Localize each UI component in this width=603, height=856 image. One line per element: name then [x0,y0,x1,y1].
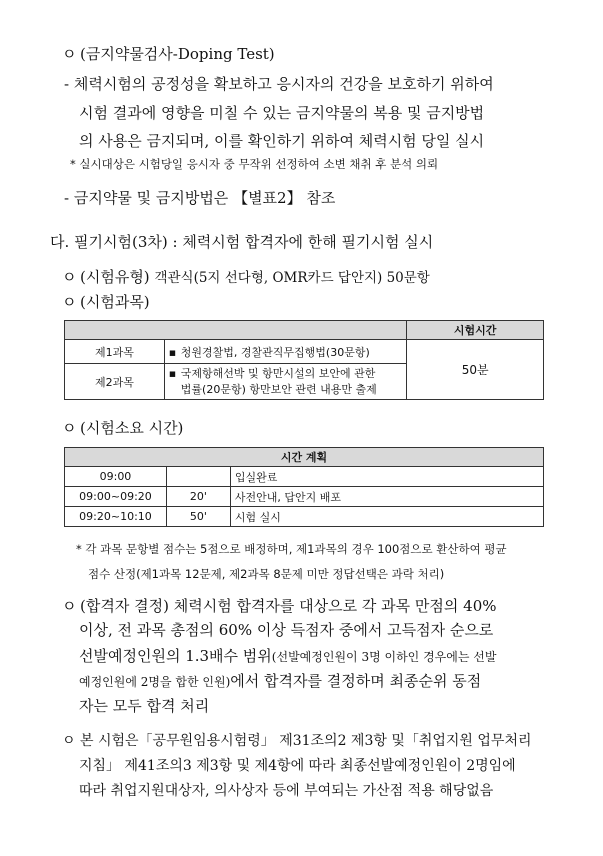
doping-line-2: 시험 결과에 영향을 미칠 수 있는 금지약물의 복용 및 금지방법 [79,104,485,122]
doping-line-3: 의 사용은 금지되며, 이를 확인하기 위하여 체력시험 당일 실시 [79,132,485,150]
subject-2-content: ▪ 국제항해선박 및 항만시설의 보안에 관한 법률(20문항) 항만보안 관련 내용만 출제 [164,364,406,400]
pass-line-3: 선발예정인원의 1.3배수 범위(선발예정인원이 3명 이하인 경우에는 선발 [79,647,497,665]
subject-table [64,320,544,400]
circle-bullet-icon: ㅇ [62,45,77,63]
duration-row-1-time: 09:00 [65,467,167,487]
exam-duration-label: (시험소요 시간) [80,419,184,437]
exam-type-text: 객관식(5지 선다형, OMR카드 답안지) 50문항 [154,270,430,286]
duration-row-2-activity: 사전안내, 답안지 배포 [230,487,543,507]
square-bullet-icon: ▪ [168,345,177,359]
pass-line-4: 예정인원에 2명을 합한 인원)에서 합격자를 결정하며 최종순위 동점 [79,672,482,690]
subject-time-value: 50분 [407,340,544,400]
pass-line-1: ㅇ (합격자 결정) 체력시험 합격자를 대상으로 각 과목 만점의 40% [62,597,497,615]
exam-duration-line [62,418,183,438]
duration-row-3-minutes: 50' [166,507,230,527]
doping-title: (금지약물검사-Doping Test) [80,45,275,63]
square-bullet-icon: ▪ [168,366,177,380]
dash-icon: - [64,189,70,207]
doping-title-line [62,44,275,64]
duration-table [64,447,544,527]
pass-line-5: 자는 모두 합격 처리 [79,697,210,715]
duration-row-2-time: 09:00~09:20 [65,487,167,507]
exam-subjects-line [62,292,150,312]
circle-bullet-icon: ㅇ [62,733,76,749]
exam-subjects-label: (시험과목) [80,293,150,311]
duration-table-header: 시간 계획 [65,448,544,467]
bonus-line-1: ㅇ 본 시험은「공무원임용시험령」 제31조의2 제3항 및「취업지원 업무처리 [62,733,532,749]
duration-row-3-activity: 시험 실시 [230,507,543,527]
pass-label: (합격자 결정) [80,597,169,615]
doping-line-1: - 체력시험의 공정성을 확보하고 응시자의 건강을 보호하기 위하여 [64,75,494,93]
bonus-line-2: 지침」 제41조의3 제3항 및 제4항에 따라 최종선발예정인원이 2명임에 [79,758,516,774]
duration-row-3-time: 09:20~10:10 [65,507,167,527]
doping-note: * 실시대상은 시험당일 응시자 중 무작위 선정하여 소변 채취 후 분석 의뢰 [70,157,439,171]
subject-table-header-blank [65,321,407,340]
circle-bullet-icon: ㅇ [62,597,77,615]
doping-reference: - 금지약물 및 금지방법은 【별표2】 참조 [64,189,336,207]
pass-line-2: 이상, 전 과목 총점의 60% 이상 득점자 중에서 고득점자 순으로 [79,621,494,639]
subject-2-name: 제2과목 [65,364,165,400]
subject-1-content: ▪ 청원경찰법, 경찰관직무집행법(30문항) [164,340,406,364]
exam-type-line [62,267,430,288]
subject-1-name: 제1과목 [65,340,165,364]
circle-bullet-icon: ㅇ [62,293,77,311]
duration-row-1-minutes [166,467,230,487]
bonus-line-3: 따라 취업지원대상자, 의사상자 등에 부여되는 가산점 적용 해당없음 [79,783,494,799]
circle-bullet-icon: ㅇ [62,268,77,286]
subject-table-header-time: 시험시간 [407,321,544,340]
asterisk-icon: * [70,157,76,171]
duration-row-2-minutes: 20' [166,487,230,507]
asterisk-icon: * [76,542,82,556]
circle-bullet-icon: ㅇ [62,419,77,437]
duration-row-1-activity: 입실완료 [230,467,543,487]
written-heading: 다. 필기시험(3차) : 체력시험 합격자에 한해 필기시험 실시 [50,233,434,251]
score-note-line-2: 점수 산정(제1과목 12문제, 제2과목 8문제 미만 정답선택은 과락 처리) [88,567,445,581]
dash-icon: - [64,75,70,93]
exam-type-label: (시험유형) [80,268,150,286]
score-note-line-1: * 각 과목 문항별 점수는 5점으로 배정하며, 제1과목의 경우 100점으로 환산하여 평균 [76,542,507,556]
